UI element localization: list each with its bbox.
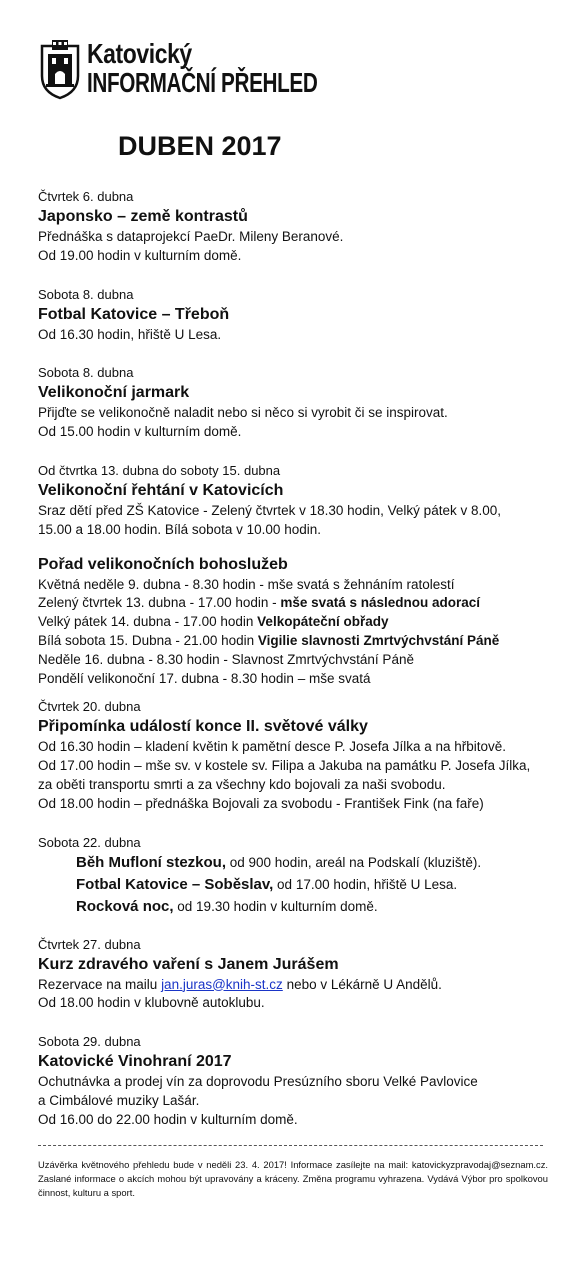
saturday-22-items [38,852,548,918]
event-date: Sobota 8. dubna [38,286,134,302]
service-row: Květná neděle 9. dubna - 8.30 hodin - mše svatá s žehnáním ratolestí [38,576,455,592]
event-text: Od 16.00 do 22.00 hodin v kulturním domě. [38,1111,298,1127]
service-row: Bílá sobota 15. Dubna - 21.00 hodin Vigilie slavnosti Zmrtvýchvstání Páně [38,632,500,648]
list-item: Běh Mufloní stezkou, od 900 hodin, areál na Podskalí (kluziště). [76,853,482,871]
event-date: Čtvrtek 27. dubna [38,936,141,952]
event-wwii-memorial [38,698,548,813]
email-link[interactable]: jan.juras@knih-st.cz [161,976,283,992]
footer-note: Uzávěrka květnového přehledu bude v neděli 23. 4. 2017! Informace zasílejte na mail: katovickyzpravodaj@seznam.cz. Zaslané informace o akcích mohou být upravovány a kráceny. Změna programu vyhrazena. Vydává Výbor pro spolkovou činnost, kulturu a sport. [38,1159,548,1198]
event-date: Sobota 8. dubna [38,365,134,381]
services-title: Pořad velikonočních bohoslužeb [38,555,288,573]
event-wine-festival [38,1033,548,1129]
event-text: Ochutnávka a prodej vín za doprovodu Presúzního sboru Velké Pavlovice [38,1074,478,1090]
event-date: Sobota 29. dubna [38,1034,141,1050]
event-date: Sobota 22. dubna [38,834,141,850]
event-date: Od čtvrtka 13. dubna do soboty 15. dubna [38,462,281,478]
event-text: Od 18.00 hodin – přednáška Bojovali za svobodu - František Fink (na faře) [38,795,484,811]
service-row: Pondělí velikonoční 17. dubna - 8.30 hodin – mše svatá [38,670,371,686]
event-text: Od 16.30 hodin, hřiště U Lesa. [38,326,222,342]
event-title: Velikonoční řehtání v Katovicích [38,481,284,499]
easter-services [38,554,548,689]
event-date: Čtvrtek 20. dubna [38,699,141,715]
event-rattling [38,462,548,540]
town-crest-icon [38,38,82,100]
event-text: Od 16.30 hodin – kladení květin k pamětní desce P. Josefa Jílka a na hřbitově. [38,739,507,755]
masthead-title-line2: INFORMAČNÍ PŘEHLED [87,67,318,98]
service-row: Velký pátek 14. dubna - 17.00 hodin Velkopáteční obřady [38,614,389,630]
event-title: Fotbal Katovice – Třeboň [38,305,230,323]
event-easter-market [38,364,548,442]
event-text: 15.00 a 18.00 hodin. Bílá sobota v 10.00 hodin. [38,521,321,537]
event-text: Sraz dětí před ZŠ Katovice - Zelený čtvrtek v 18.30 hodin, Velký pátek v 8.00, [38,502,501,518]
event-date: Čtvrtek 6. dubna [38,189,134,204]
service-row: Neděle 16. dubna - 8.30 hodin - Slavnost Zmrtvýchvstání Páně [38,651,414,667]
event-text: Přijďte se velikonočně naladit nebo si něco si vyrobit či se inspirovat. [38,405,448,421]
event-text: Od 19.00 hodin v kulturním domě. [38,247,242,263]
service-row: Zelený čtvrtek 13. dubna - 17.00 hodin - mše svatá s následnou adorací [38,595,480,611]
event-title: Kurz zdravého vaření s Janem Jurášem [38,955,339,973]
event-text: Od 17.00 hodin – mše sv. v kostele sv. Filipa a Jakuba na památku P. Josefa Jílka, [38,758,531,774]
masthead [38,38,318,100]
event-title: Velikonoční jarmark [38,384,190,402]
event-title: Japonsko – země kontrastů [38,208,248,225]
list-item: Rocková noc, od 19.30 hodin v kulturním domě. [76,897,378,915]
event-football-trebon [38,286,548,345]
event-list [38,188,548,1150]
event-text: Od 18.00 hodin v klubovně autoklubu. [38,995,265,1011]
event-title: Připomínka událostí konce II. světové války [38,718,368,736]
event-text: Od 15.00 hodin v kulturním domě. [38,424,242,440]
event-saturday-22 [38,834,548,918]
list-item: Fotbal Katovice – Soběslav, od 17.00 hodin, hřiště U Lesa. [76,875,458,893]
footer-divider [38,1145,543,1146]
event-title: Katovické Vinohraní 2017 [38,1053,232,1071]
masthead-title-line1: Katovický [87,38,192,69]
event-cooking-course [38,936,548,1014]
event-text: Rezervace na mailu jan.juras@knih-st.cz nebo v Lékárně U Andělů. [38,976,442,992]
month-heading: DUBEN 2017 [118,131,282,161]
event-text: za oběti transportu smrti a za všechny kdo bojovali za naši svobodu. [38,776,446,792]
event-text: a Cimbálové muziky Lašár. [38,1092,200,1108]
event-japan [38,188,548,266]
event-text: Přednáška s dataprojekcí PaeDr. Mileny Beranové. [38,229,344,244]
